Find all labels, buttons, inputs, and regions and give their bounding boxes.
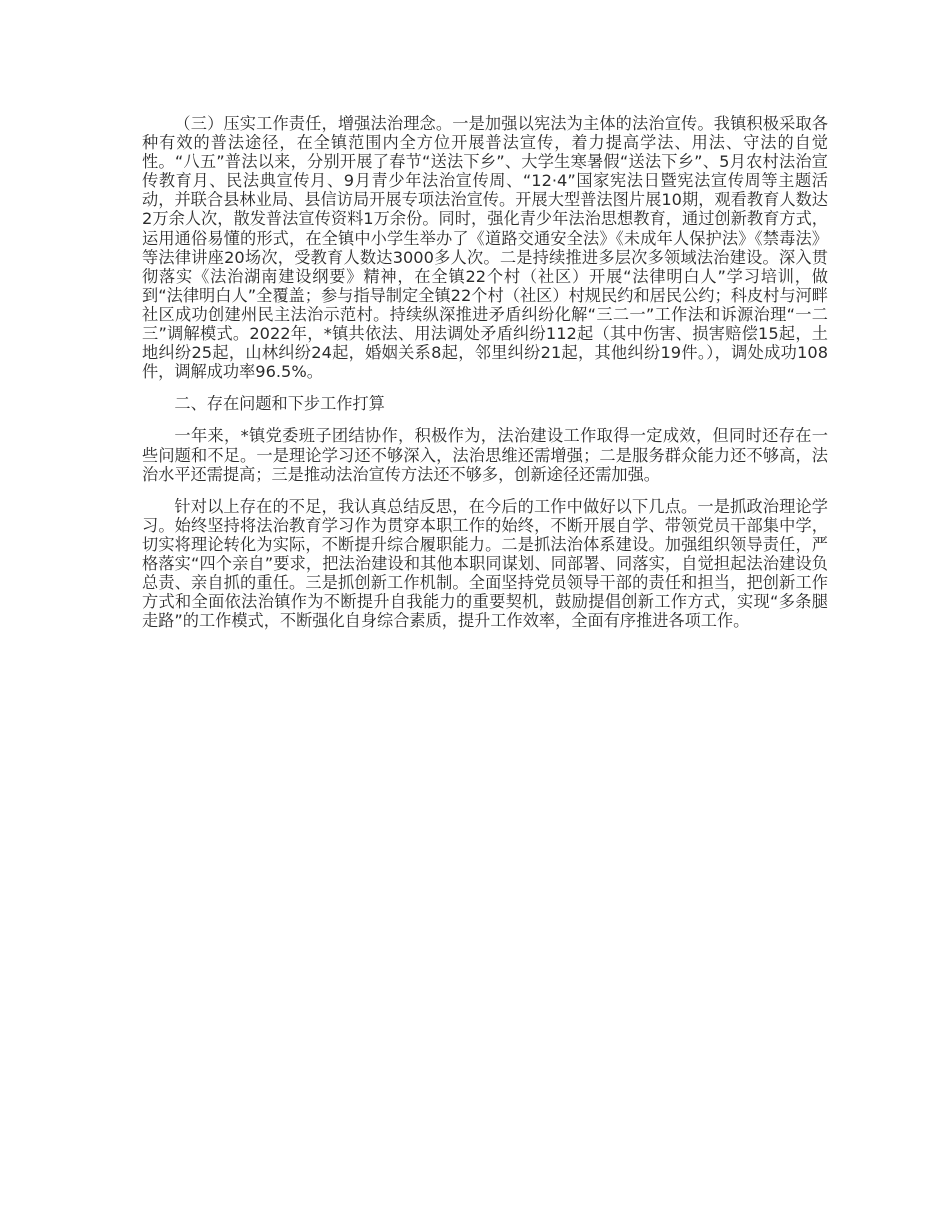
document-page	[142, 114, 828, 643]
paragraph-next-steps: 针对以上存在的不足，我认真总结反思，在今后的工作中做好以下几点。一是抓政治理论学习。始终坚持将法治教育学习作为贯穿本职工作的始终，不断开展自学、带领党员干部集中学，切实将理论转化为实际，不断提升综合履职能力。二是抓法治体系建设。加强组织领导责任，严格落实“四个亲自”要求，把法治建设和其他本职同谋划、同部署、同落实，自觉担起法治建设负总责、亲自抓的重任。三是抓创新工作机制。全面坚持党员领导干部的责任和担当，把创新工作方式和全面依法治镇作为不断提升自我能力的重要契机，鼓励提倡创新工作方式，实现“多条腿走路”的工作模式，不断强化自身综合素质，提升工作效率，全面有序推进各项工作。	[142, 496, 828, 631]
paragraph-existing-problems: 一年来，*镇党委班子团结协作，积极作为，法治建设工作取得一定成效，但同时还存在一些问题和不足。一是理论学习还不够深入，法治思维还需增强；二是服务群众能力还不够高，法治水平还需提高；三是推动法治宣传方法还不够多，创新途径还需加强。	[142, 426, 828, 484]
paragraph-responsibility-legal-publicity: （三）压实工作责任，增强法治理念。一是加强以宪法为主体的法治宣传。我镇积极采取各种有效的普法途径，在全镇范围内全方位开展普法宣传，着力提高学法、用法、守法的自觉性。“八五”普法以来，分别开展了春节“送法下乡”、大学生寒暑假“送法下乡”、5月农村法治宣传教育月、民法典宣传月、9月青少年法治宣传周、“12·4”国家宪法日暨宪法宣传周等主题活动，并联合县林业局、县信访局开展专项法治宣传。开展大型普法图片展10期，观看教育人数达2万余人次，散发普法宣传资料1万余份。同时，强化青少年法治思想教育，通过创新教育方式，运用通俗易懂的形式，在全镇中小学生举办了《道路交通安全法》《未成年人保护法》《禁毒法》等法律讲座20场次，受教育人数达3000多人次。二是持续推进多层次多领域法治建设。深入贯彻落实《法治湖南建设纲要》精神，在全镇22个村（社区）开展“法律明白人”学习培训，做到“法律明白人”全覆盖；参与指导制定全镇22个村（社区）村规民约和居民公约；科皮村与河畔社区成功创建州民主法治示范村。持续纵深推进矛盾纠纷化解“三二一”工作法和诉源治理“一二三”调解模式。2022年，*镇共依法、用法调处矛盾纠纷112起（其中伤害、损害赔偿15起，土地纠纷25起，山林纠纷24起，婚姻关系8起，邻里纠纷21起，其他纠纷19件。），调处成功108件，调解成功率96.5%。	[142, 114, 828, 382]
section-heading-problems-and-plans: 二、存在问题和下步工作打算	[174, 394, 385, 414]
